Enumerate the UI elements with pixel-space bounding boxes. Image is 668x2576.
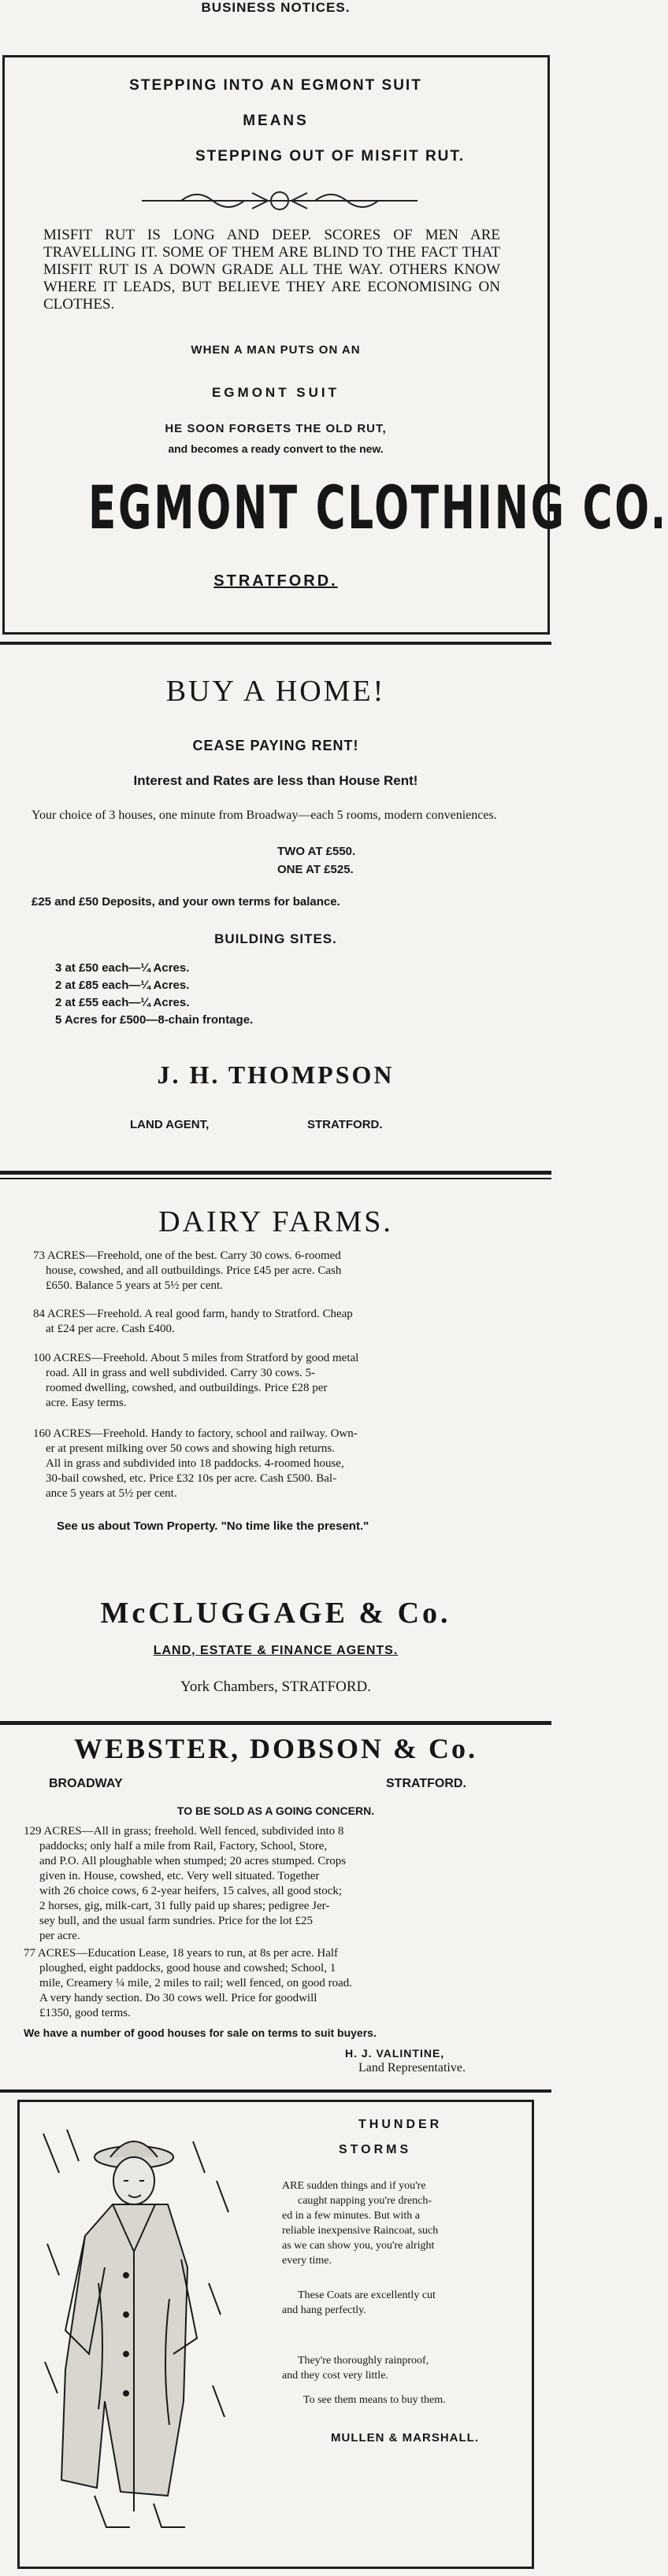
farm-line: 77 ACRES—Education Lease, 18 years to run, at 8s per acre. Half: [24, 1947, 339, 1960]
divider: [0, 642, 551, 645]
home-title: BUY A HOME!: [165, 675, 386, 708]
home-choice: Your choice of 3 houses, one minute from Broadway—each 5 rooms, modern conveniences.: [32, 809, 497, 822]
mullen-title-1: THUNDER: [358, 2118, 443, 2131]
farm-line: 129 ACRES—All in grass; freehold. Well fenced, subdivided into 8: [24, 1825, 344, 1838]
ornament-divider: [134, 185, 425, 217]
sites-title: BUILDING SITES.: [214, 931, 337, 946]
mullen-signature: MULLEN & MARSHALL.: [331, 2431, 479, 2445]
farm-line: £650. Balance 5 years at 5½ per cent.: [46, 1279, 223, 1292]
egmont-headline-3: STEPPING OUT OF MISFIT RUT.: [195, 148, 466, 165]
mullen-title-2: STORMS: [339, 2143, 412, 2156]
farm-line: A very handy section. Do 30 cows well. Price for goodwill: [39, 1992, 317, 2004]
mullen-text: To see them means to buy them.: [303, 2394, 446, 2406]
home-agent: J. H. THOMPSON: [157, 1060, 395, 1089]
divider: [0, 1178, 551, 1179]
farm-line: 2 horses, gig, milk-cart, 31 fully paid up shares; pedigree Jer-: [39, 1900, 330, 1912]
farm-line: 73 ACRES—Freehold, one of the best. Carry 30 cows. 6-roomed: [33, 1249, 341, 1262]
home-two: TWO AT £550.: [277, 845, 356, 858]
farm-line: £1350, good terms.: [39, 2007, 131, 2019]
farm-line: 100 ACRES—Freehold. About 5 miles from Stratford by good metal: [33, 1352, 359, 1364]
mullen-text: as we can show you, you're alright: [282, 2240, 435, 2252]
webster-houses: We have a number of good houses for sale on terms to suit buyers.: [24, 2026, 377, 2039]
home-sub-2: Interest and Rates are less than House Rent!: [133, 773, 418, 788]
egmont-line-1: WHEN A MAN PUTS ON AN: [191, 343, 361, 357]
farm-line: All in grass and subdivided into 18 paddocks. 4-roomed house,: [46, 1457, 344, 1470]
farm-line: with 26 choice cows, 6 2-year heifers, 15 calves, all good stock;: [39, 1885, 343, 1897]
farm-line: roomed dwelling, cowshed, and outbuildings. Price £28 per: [46, 1382, 328, 1394]
webster-rep-name: H. J. VALINTINE,: [345, 2047, 445, 2060]
section-header: BUSINESS NOTICES.: [201, 0, 351, 15]
home-sub-1: CEASE PAYING RENT!: [192, 738, 359, 753]
site-line: 5 Acres for £500—8-chain frontage.: [55, 1013, 254, 1027]
mullen-text: They're thoroughly rainproof,: [298, 2355, 429, 2367]
mullen-text: reliable inexpensive Raincoat, such: [282, 2225, 439, 2237]
egmont-brand: EGMONT CLOTHING CO.: [88, 472, 668, 542]
farm-line: er at present milking over 50 cows and showing high returns.: [46, 1442, 336, 1455]
egmont-place: STRATFORD.: [213, 572, 338, 590]
divider: [0, 1171, 551, 1175]
mccluggage-address: York Chambers, STRATFORD.: [180, 1678, 371, 1695]
webster-right: STRATFORD.: [386, 1777, 466, 1790]
mccluggage-role: LAND, ESTATE & FINANCE AGENTS.: [153, 1644, 399, 1657]
webster-name: WEBSTER, DOBSON & Co.: [73, 1733, 478, 1764]
site-line: 2 at £85 each—¼ Acres.: [55, 979, 190, 992]
webster-rep-role: Land Representative.: [358, 2061, 466, 2074]
farm-line: and P.O. All ploughable when stumped; 20 acres stumped. Crops: [39, 1855, 347, 1867]
home-deposits: £25 and £50 Deposits, and your own terms for balance.: [32, 895, 340, 909]
mullen-text: caught napping you're drench-: [298, 2195, 432, 2207]
egmont-body: MISFIT RUT IS LONG AND DEEP. SCORES OF MEN ARE TRAVELLING IT. SOME OF THEM ARE BLIND TO THE FACT THAT MISFIT RUT IS A DOWN GRADE ALL THE WAY. OTHERS KNOW WHERE IT LEADS, BUT BELIEVE THEY ARE ECONOMISING ON CLOTHES.: [43, 227, 500, 313]
webster-left: BROADWAY: [49, 1777, 123, 1790]
mullen-text: every time.: [282, 2255, 332, 2267]
raincoat-man-illustration: [35, 2126, 240, 2543]
home-role: LAND AGENT,: [130, 1118, 210, 1131]
mullen-text: These Coats are excellently cut: [298, 2289, 436, 2301]
farm-line: 84 ACRES—Freehold. A real good farm, handy to Stratford. Cheap: [33, 1308, 353, 1320]
egmont-headline-2: MEANS: [243, 113, 309, 129]
farm-line: ploughed, eight paddocks, good house and cowshed; School, 1: [39, 1962, 336, 1975]
farm-line: at £24 per acre. Cash £400.: [46, 1323, 175, 1335]
webster-going: TO BE SOLD AS A GOING CONCERN.: [176, 1804, 375, 1817]
home-one: ONE AT £525.: [277, 863, 354, 876]
dairy-title: DAIRY FARMS.: [158, 1205, 393, 1238]
home-town: STRATFORD.: [307, 1118, 383, 1131]
farm-line: 30-bail cowshed, etc. Price £32 10s per acre. Cash £500. Bal-: [46, 1472, 337, 1485]
egmont-line-3: HE SOON FORGETS THE OLD RUT,: [165, 422, 387, 435]
farm-line: house, cowshed, and all outbuildings. Price £45 per acre. Cash: [46, 1264, 342, 1277]
egmont-line-2: EGMONT SUIT: [211, 385, 340, 400]
farm-line: sey bull, and the usual farm sundries. Price for the lot £25: [39, 1915, 314, 1927]
mccluggage-name: McCLUGGAGE & Co.: [100, 1597, 451, 1630]
site-line: 3 at £50 each—¼ Acres.: [55, 961, 190, 975]
divider: [0, 1721, 551, 1725]
farm-line: road. All in grass and well subdivided. Carry 30 cows. 5-: [46, 1367, 316, 1379]
farm-line: ance 5 years at 5½ per cent.: [46, 1487, 177, 1500]
mullen-text: and they cost very little.: [282, 2370, 388, 2382]
farm-line: given in. House, cowshed, etc. Very well situated. Together: [39, 1870, 320, 1882]
egmont-line-4: and becomes a ready convert to the new.: [168, 442, 384, 455]
mullen-text: and hang perfectly.: [282, 2304, 366, 2316]
farm-line: 160 ACRES—Freehold. Handy to factory, school and railway. Own-: [33, 1427, 358, 1440]
egmont-headline-1: STEPPING INTO AN EGMONT SUIT: [129, 77, 422, 94]
site-line: 2 at £55 each—¼ Acres.: [55, 996, 190, 1009]
farm-line: paddocks; only half a mile from Rail, Factory, School, Store,: [39, 1840, 328, 1852]
divider: [0, 2089, 551, 2093]
dairy-footer: See us about Town Property. "No time like the present.": [57, 1519, 369, 1533]
farm-line: acre. Easy terms.: [46, 1397, 127, 1409]
mullen-text: ARE sudden things and if you're: [282, 2180, 426, 2192]
mullen-text: ed in a few minutes. But with a: [282, 2210, 420, 2222]
farm-line: per acre.: [39, 1930, 80, 1942]
farm-line: mile, Creamery ¼ mile, 2 miles to rail; well fenced, on good road.: [39, 1977, 352, 1989]
